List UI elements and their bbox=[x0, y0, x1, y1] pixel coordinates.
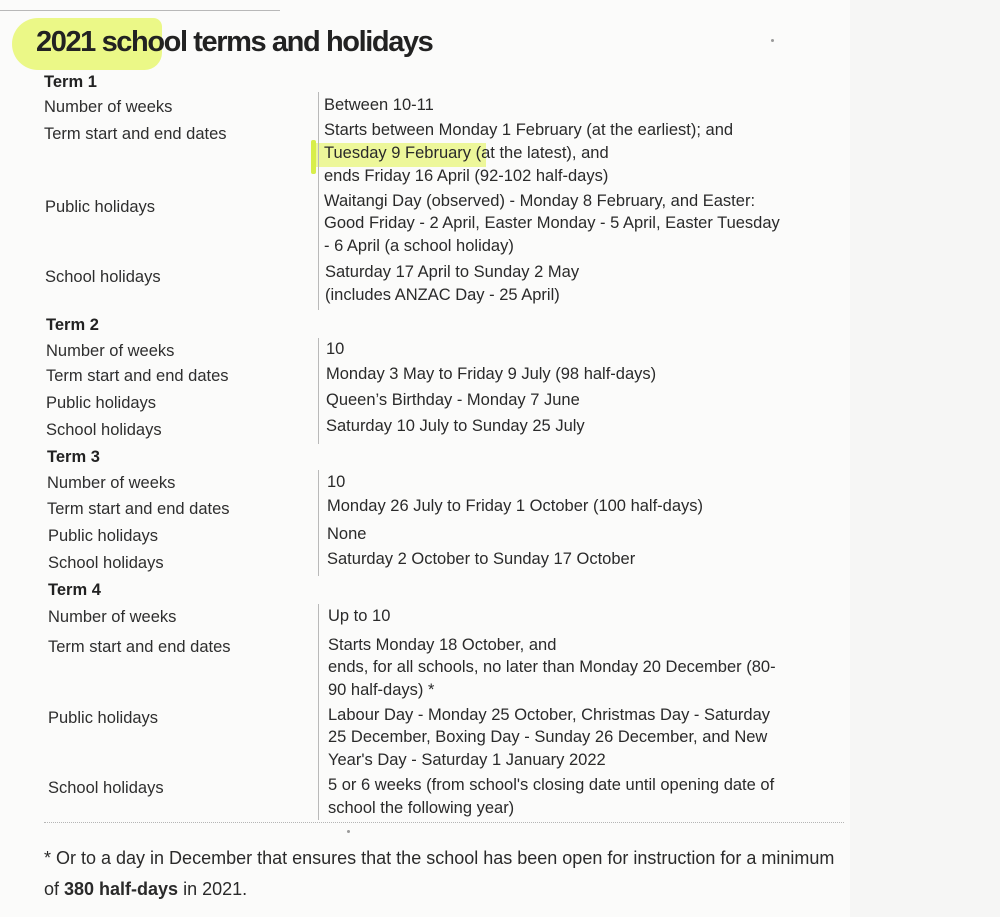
row-label: Public holidays bbox=[48, 709, 159, 727]
column-rule-term-1 bbox=[318, 92, 319, 310]
term-heading: Term 4 bbox=[48, 581, 101, 599]
term-heading: Term 3 bbox=[47, 448, 100, 466]
page-margin bbox=[850, 0, 1000, 917]
column-rule-term-4 bbox=[318, 604, 319, 820]
term-heading: Term 2 bbox=[46, 316, 99, 334]
row-value: Saturday 17 April to Sunday 2 May bbox=[325, 263, 580, 281]
row-value: Waitangi Day (observed) - Monday 8 February, and Easter: bbox=[324, 192, 756, 210]
row-value: 5 or 6 weeks (from school's closing date until opening date of bbox=[328, 776, 775, 794]
row-label: Number of weeks bbox=[48, 608, 177, 626]
row-value: Tuesday 9 February (at the latest), and bbox=[324, 144, 609, 162]
footnote-text-end: in 2021. bbox=[178, 879, 248, 899]
row-value: Monday 26 July to Friday 1 October (100 half-days) bbox=[327, 497, 704, 515]
row-label: Number of weeks bbox=[44, 98, 173, 116]
bottom-rule bbox=[44, 822, 844, 823]
footnote-emphasis: 380 half-days bbox=[64, 879, 179, 899]
row-label: Public holidays bbox=[48, 527, 159, 545]
row-label: Public holidays bbox=[46, 394, 157, 412]
row-value: Good Friday - 2 April, Easter Monday - 5 April, Easter Tuesday bbox=[324, 214, 780, 232]
row-value: 10 bbox=[326, 340, 345, 358]
row-value: Queen’s Birthday - Monday 7 June bbox=[326, 391, 580, 409]
row-label: Term start and end dates bbox=[47, 500, 230, 518]
row-label: Number of weeks bbox=[46, 342, 175, 360]
scan-speck bbox=[347, 830, 350, 833]
highlight-mark bbox=[311, 140, 316, 174]
row-value: Up to 10 bbox=[328, 607, 391, 625]
row-value: 25 December, Boxing Day - Sunday 26 December, and New bbox=[328, 728, 768, 746]
row-value: Saturday 2 October to Sunday 17 October bbox=[327, 550, 636, 568]
top-rule bbox=[0, 10, 280, 11]
row-value: school the following year) bbox=[328, 799, 515, 817]
row-value: Starts Monday 18 October, and bbox=[328, 636, 557, 654]
row-value: Starts between Monday 1 February (at the earliest); and bbox=[324, 121, 734, 139]
row-value: - 6 April (a school holiday) bbox=[324, 237, 514, 255]
row-value: Labour Day - Monday 25 October, Christmas Day - Saturday bbox=[328, 706, 771, 724]
row-label: Term start and end dates bbox=[46, 367, 229, 385]
scan-speck bbox=[771, 39, 774, 42]
row-value: 10 bbox=[327, 473, 346, 491]
row-label: School holidays bbox=[46, 421, 162, 439]
column-rule-term-2 bbox=[318, 338, 319, 444]
column-rule-term-3 bbox=[318, 470, 319, 576]
term-heading: Term 1 bbox=[44, 73, 97, 91]
row-value: Saturday 10 July to Sunday 25 July bbox=[326, 417, 585, 435]
row-value: Year's Day - Saturday 1 January 2022 bbox=[328, 751, 606, 769]
row-label: Number of weeks bbox=[47, 474, 176, 492]
row-label: Public holidays bbox=[45, 198, 156, 216]
row-value: 90 half-days) * bbox=[328, 681, 435, 699]
row-value: Monday 3 May to Friday 9 July (98 half-days) bbox=[326, 365, 657, 383]
footnote bbox=[44, 843, 844, 905]
row-label: Term start and end dates bbox=[48, 638, 231, 656]
row-value: ends Friday 16 April (92-102 half-days) bbox=[324, 167, 609, 185]
row-label: Term start and end dates bbox=[44, 125, 227, 143]
footnote-text: * Or to a day in December that ensures that the school has been open for instruction for a minimum of bbox=[44, 848, 835, 899]
row-label: School holidays bbox=[48, 779, 164, 797]
row-value: ends, for all schools, no later than Monday 20 December (80- bbox=[328, 658, 776, 676]
row-label: School holidays bbox=[45, 268, 161, 286]
row-value: Between 10-11 bbox=[324, 96, 434, 114]
row-value: None bbox=[327, 525, 367, 543]
row-label: School holidays bbox=[48, 554, 164, 572]
page-title: 2021 school terms and holidays bbox=[36, 26, 433, 58]
row-value: (includes ANZAC Day - 25 April) bbox=[325, 286, 560, 304]
